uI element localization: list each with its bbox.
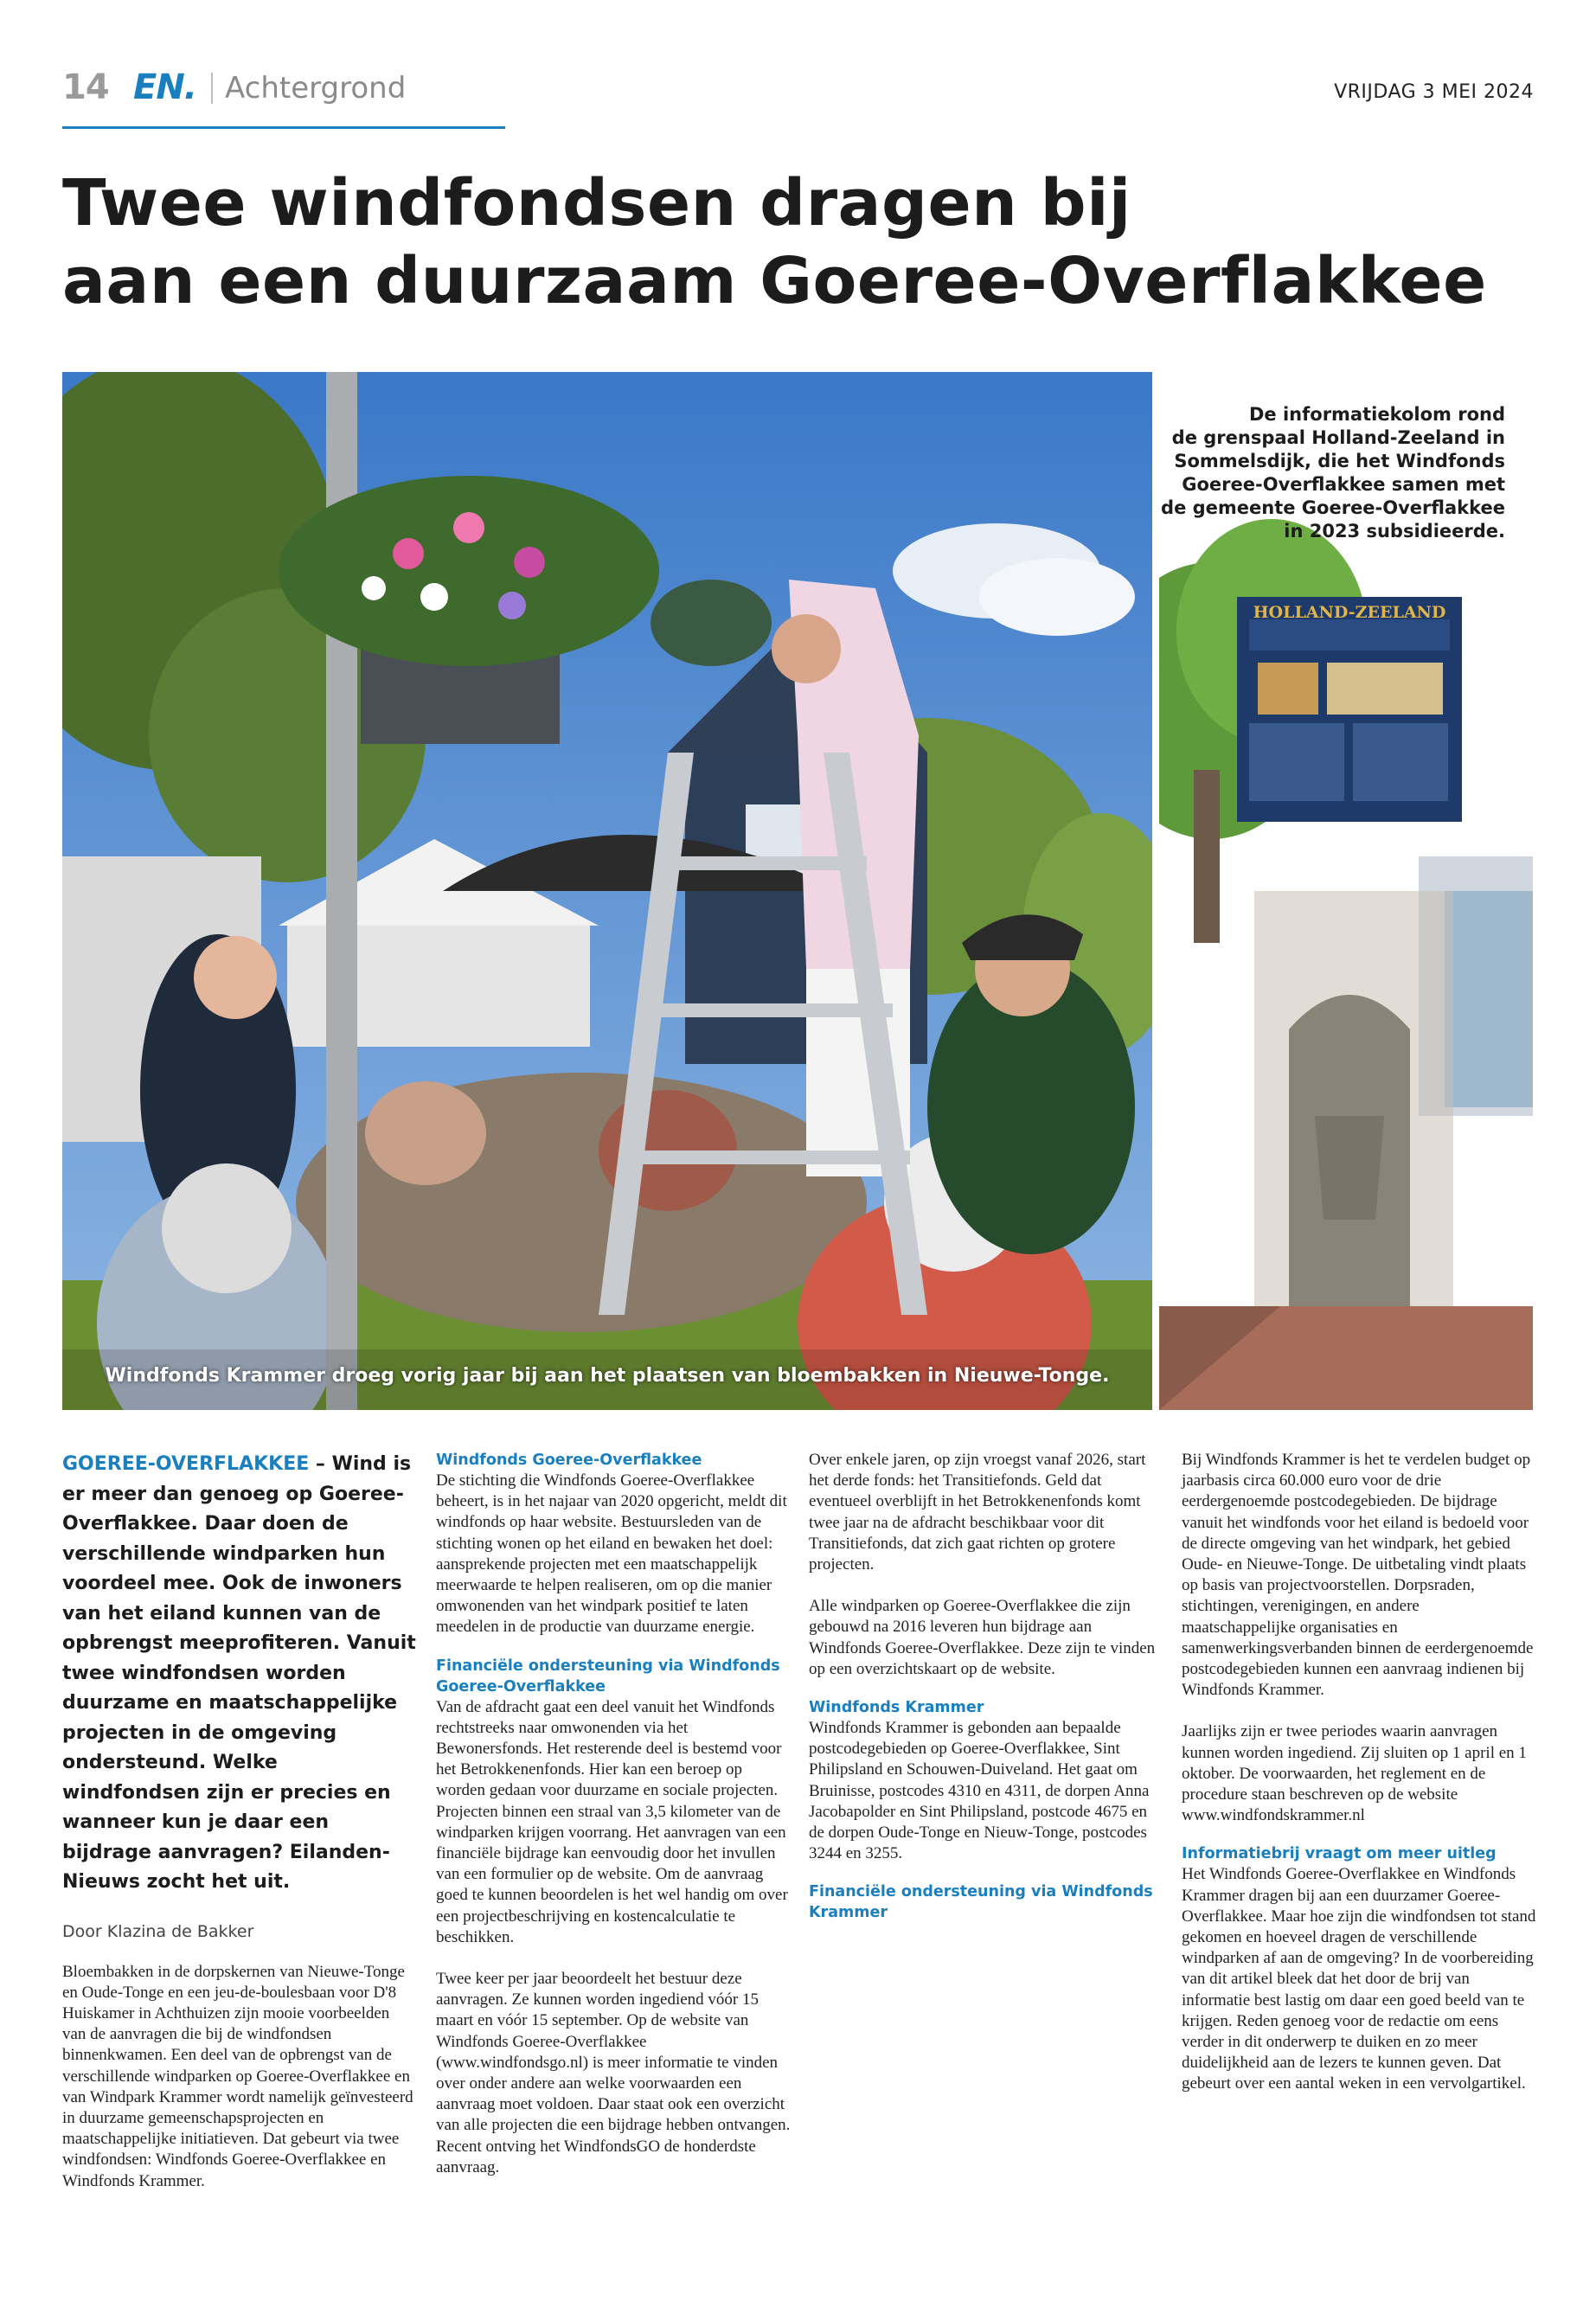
- side-caption-line-4: Goeree-Overflakkee samen met: [1182, 474, 1505, 495]
- article-column-1: [62, 1450, 417, 2192]
- side-caption-line-6: in 2023 subsidieerde.: [1284, 521, 1505, 542]
- side-caption-line-1: De informatiekolom rond: [1249, 404, 1505, 425]
- header-rule: [62, 126, 505, 129]
- side-caption-line-2: de grenspaal Holland-Zeeland in: [1171, 427, 1505, 448]
- article-column-3: [809, 1450, 1163, 1923]
- paragraph-9: Jaarlijks zijn er twee periodes waarin aanvragen kunnen worden ingediend. Zij sluiten op 1 april en 1 oktober. De voorwaarden, het reglement en de procedure staan beschreven op de website www.windfondskrammer.nl: [1182, 1722, 1527, 1825]
- side-photo-caption: [1159, 403, 1505, 543]
- lead-text: – Wind is er meer dan genoeg op Goeree-Overflakkee. Daar doen de verschillende windparken hun voordeel mee. Ook de inwoners van het eiland kunnen van de opbrengst meeprofiteren. Vanuit twee windfondsen worden duurzame en maatschappelijke projecten in de omgeving ondersteund. Welke windfondsen zijn er precies en wanneer kun je daar een bijdrage aanvragen? Eilanden-Nieuws zocht het uit.: [62, 1453, 416, 1893]
- main-photo-caption: Windfonds Krammer droeg vorig jaar bij aan het plaatsen van bloembakken in Nieuwe-Tonge.: [105, 1365, 1110, 1387]
- header-divider: [211, 73, 213, 104]
- paragraph-4: Twee keer per jaar beoordeelt het bestuur deze aanvragen. Ze kunnen worden ingediend vóór 15 maart en vóór 15 september. Op de website van Windfonds Goeree-Overflakkee (www.windfondsgo.nl) is meer informatie te vinden over onder andere aan welke voorwaarden een aanvraag moet voldoen. Daar staat ook een overzicht van alle projecten die een bijdrage hebben ontvangen. Recent ontving het WindfondsGO de honderdste aanvraag.: [436, 1970, 791, 2176]
- issue-date: VRIJDAG 3 MEI 2024: [1334, 81, 1534, 103]
- newspaper-logo: EN.: [133, 67, 196, 107]
- page-header: [62, 62, 1534, 114]
- subhead-windfonds-krammer: Windfonds Krammer: [809, 1699, 984, 1717]
- subhead-informatiebrij: Informatiebrij vraagt om meer uitleg: [1182, 1845, 1497, 1863]
- paragraph-7: Windfonds Krammer is gebonden aan bepaalde postcodegebieden op Goeree-Overflakkee, Sint Philipsland en Schouwen-Duiveland. Het gaat om Bruinisse, postcodes 4310 en 4311, de dorpen Anna Jacobapolder en Sint Philipsland, postcode 4675 en de dorpen Oude-Tonge en Nieuw-Tonge, postcodes 3244 en 3255.: [809, 1719, 1150, 1863]
- byline: Door Klazina de Bakker: [62, 1921, 254, 1941]
- article-column-4: [1182, 1450, 1536, 2095]
- paragraph-3: Van de afdracht gaat een deel vanuit het Windfonds rechtstreeks naar omwonenden via het Bewonersfonds. Het resterende deel is bestemd voor het Betrokkenenfonds. Hier kan een beroep op worden gedaan voor duurzame en sociale projecten. Projecten binnen een straal van 3,5 kilometer van de windparken krijgen voorrang. Het aanvragen van een financiële bijdrage kan eenvoudig door het invullen van een formulier op de website. Om de aanvraag goed te kunnen beoordelen is het wel handig om over een projectbeschrijving en kostencalculatie te beschikken.: [436, 1697, 788, 1946]
- subhead-windfonds-go: Windfonds Goeree-Overflakkee: [436, 1452, 702, 1469]
- paragraph-10: Het Windfonds Goeree-Overflakkee en Windfonds Krammer dragen bij aan een duurzamer Goeree-Overflakkee. Maar hoe zijn die windfondsen tot stand gekomen en hoeveel dragen de verschillende windparken af aan de omgeving? In de voorbereiding van dit artikel bleek dat het door de brij van informatie best lastig om daar een goed beeld van te krijgen. Reden genoeg voor de redactie om eens verder in dit onderwerp te duiken en zo meer duidelijkheid aan de lezers te kunnen geven. Dat gebeurt over een aantal weken in een vervolgartikel.: [1182, 1865, 1536, 2093]
- paragraph-6: Alle windparken op Goeree-Overflakkee die zijn gebouwd na 2016 leveren hun bijdrage aan Windfonds Goeree-Overflakkee. Deze zijn te vinden op een overzichtskaart op de website.: [809, 1597, 1156, 1678]
- section-label: Achtergrond: [225, 71, 407, 106]
- article-lead: [62, 1450, 417, 1898]
- subhead-financiele-krammer: Financiële ondersteuning via Windfonds Krammer: [809, 1883, 1153, 1922]
- page-number: 14: [62, 67, 109, 107]
- paragraph-8: Bij Windfonds Krammer is het te verdelen budget op jaarbasis circa 60.000 euro voor de drie eerdergenoemde postcodegebieden. De bijdrage vanuit het windfonds voor het eiland is bedoeld voor de directe omgeving van het windpark, het gebied Oude- en Nieuwe-Tonge. De uitbetaling vindt plaats op basis van projectvoorstellen. Dorpsraden, stichtingen, verenigingen, en andere maatschappelijke organisaties en samenwerkingsverbanden binnen de eerdergenoemde postcodegebieden kunnen een aanvraag indienen bij Windfonds Krammer.: [1182, 1451, 1534, 1700]
- side-caption-line-3: Sommelsdijk, die het Windfonds: [1174, 451, 1505, 471]
- headline-line-1: Twee windfondsen dragen bij: [62, 166, 1131, 240]
- sign-title: HOLLAND-ZEELAND: [1253, 603, 1446, 622]
- subhead-financiele-go: Financiële ondersteuning via Windfonds Goeree-Overflakkee: [436, 1657, 780, 1695]
- side-caption-line-5: de gemeente Goeree-Overflakkee: [1161, 497, 1505, 518]
- paragraph-2: De stichting die Windfonds Goeree-Overflakkee beheert, is in het najaar van 2020 opgericht, meldt dit windfonds op haar website. Bestuursleden van de stichting wonen op het eiland en bewaken het doel: aansprekende projecten met een maatschappelijk meerwaarde te helpen realiseren, om op die manier omwonenden van het windpark positief te laten meedelen in de productie van duurzame energie.: [436, 1471, 787, 1637]
- paragraph-1: Bloembakken in de dorpskernen van Nieuwe-Tonge en Oude-Tonge en een jeu-de-boulesbaan voor D'8 Huiskamer in Achthuizen zijn mooie voorbeelden van de aanvragen die bij de windfondsen binnenkwamen. Een deel van de opbrengst van de verschillende windparken op Goeree-Overflakkee en van Windpark Krammer wordt namelijk geïnvesteerd in duurzame gemeenschapsprojecten en maatschappelijke initiatieven. Dat gebeurt via twee windfondsen: Windfonds Goeree-Overflakkee en Windfonds Krammer.: [62, 1962, 413, 2190]
- paragraph-5: Over enkele jaren, op zijn vroegst vanaf 2026, start het derde fonds: het Transitiefonds. Geld dat eventueel overblijft in het Betrokkenenfonds komt twee jaar na de afdracht beschikbaar voor dit Transitiefonds, dat zich gaat richten op grotere projecten.: [809, 1451, 1146, 1574]
- article-column-2: [436, 1450, 791, 2178]
- dateline-kicker: GOEREE-OVERFLAKKEE: [62, 1453, 310, 1475]
- headline: [62, 164, 1533, 320]
- headline-line-2: aan een duurzaam Goeree-Overflakkee: [62, 244, 1487, 318]
- main-photo: [62, 372, 1152, 1410]
